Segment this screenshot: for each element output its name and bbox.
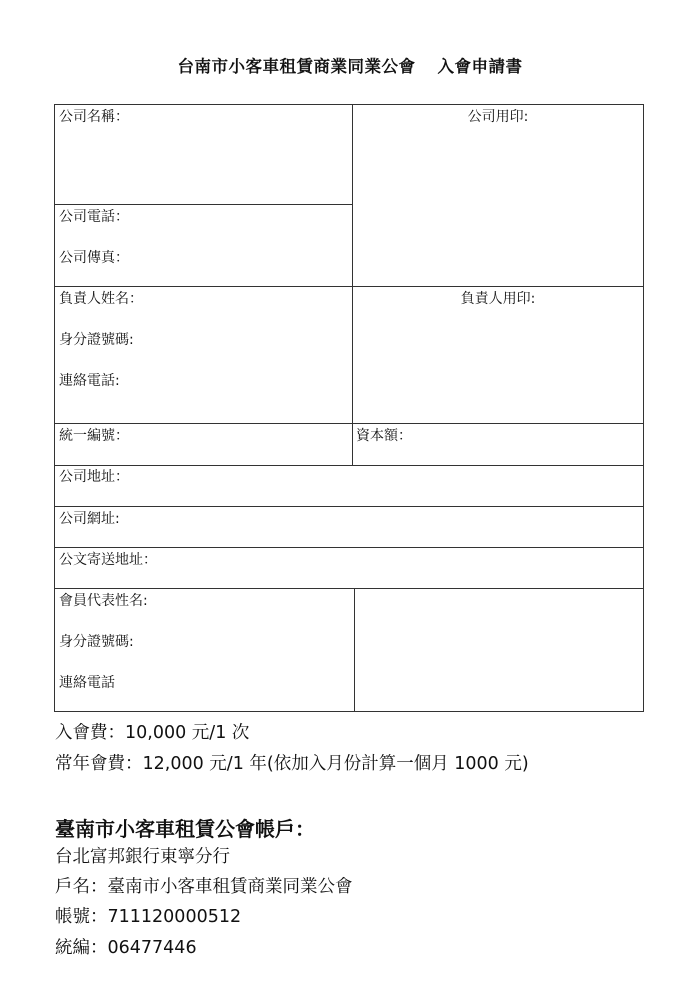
divider-taxid-address (54, 465, 644, 466)
bank-account-number: 帳號：711120000512 (55, 907, 242, 927)
divider-vertical-upper (352, 104, 353, 466)
application-form (54, 104, 644, 712)
annual-fee: 常年會費：12,000 元/1 年(依加入月份計算一個月 1000 元) (55, 754, 529, 774)
doc-name: 入會申請書 (437, 57, 523, 76)
bank-branch: 台北富邦銀行東寧分行 (55, 847, 230, 867)
org-name: 台南市小客車租賃商業同業公會 (177, 57, 416, 76)
company-seal-label: 公司用印: (467, 109, 529, 125)
bank-account-name: 戶名：臺南市小客車租賃商業同業公會 (55, 877, 353, 897)
divider-owner-taxid (54, 423, 644, 424)
divider-address-website (54, 506, 644, 507)
tax-id-label: 統一編號： (59, 428, 129, 444)
divider-mail-rep (54, 588, 644, 589)
divider-company-owner (54, 286, 644, 287)
company-address-label: 公司地址： (59, 469, 129, 485)
rep-contact-label: 連絡電話 (59, 675, 115, 691)
owner-id-label: 身分證號碼: (59, 332, 134, 348)
owner-contact-label: 連絡電話: (59, 373, 120, 389)
company-fax-label: 公司傳真： (59, 250, 129, 266)
company-website-label: 公司網址: (59, 511, 120, 527)
divider-website-mail (54, 547, 644, 548)
rep-id-label: 身分證號碼: (59, 634, 134, 650)
bank-tax-id: 統編：06477446 (55, 938, 197, 958)
rep-name-label: 會員代表性名: (59, 593, 148, 609)
entry-fee: 入會費：10,000 元/1 次 (55, 723, 250, 743)
owner-name-label: 負責人姓名： (59, 291, 143, 307)
company-phone-label: 公司電話： (59, 209, 129, 225)
mail-address-label: 公文寄送地址： (59, 552, 157, 568)
form-border-left (54, 104, 55, 712)
form-border-right (643, 104, 644, 712)
capital-label: 資本額： (356, 428, 412, 444)
owner-seal-label: 負責人用印: (460, 291, 536, 307)
form-border-top (54, 104, 644, 105)
bank-account-title: 臺南市小客車租賃公會帳戶： (55, 817, 315, 841)
form-border-bottom (54, 711, 644, 712)
company-name-label: 公司名稱： (59, 109, 129, 125)
divider-vertical-rep (354, 588, 355, 712)
page-title (0, 53, 700, 77)
divider-name-phone (54, 204, 353, 205)
